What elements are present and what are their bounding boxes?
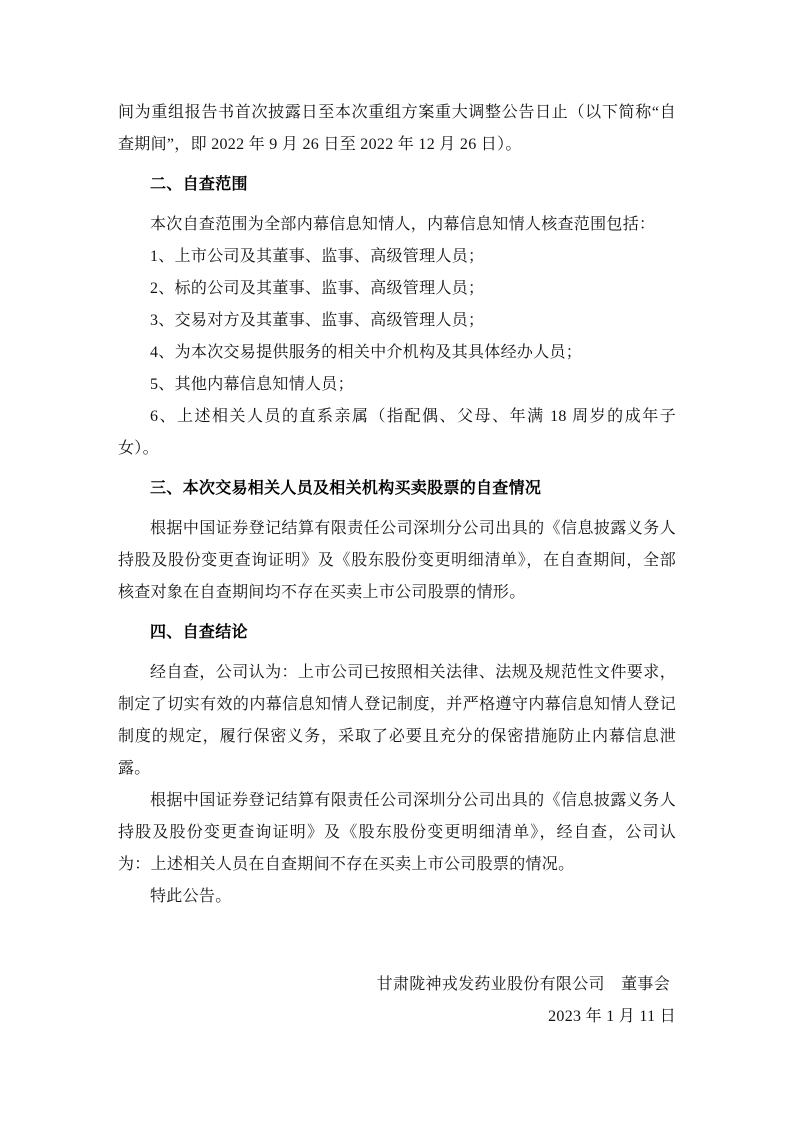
list-item: 2、标的公司及其董事、监事、高级管理人员； xyxy=(150,280,485,297)
signature-company: 甘肃陇神戎发药业股份有限公司 董事会 xyxy=(376,976,670,993)
list-item: 6、上述相关人员的直系亲属（指配偶、父母、年满 18 周岁的成年子女）。 xyxy=(118,408,676,457)
list-item: 1、上市公司及其董事、监事、高级管理人员； xyxy=(150,248,485,265)
closing-line: 特此公告。 xyxy=(150,888,232,905)
section-heading-trading-check: 三、本次交易相关人员及相关机构买卖股票的自查情况 xyxy=(150,480,542,497)
signature-block xyxy=(118,969,676,1033)
conclusion-paragraph-2: 根据中国证券登记结算有限责任公司深圳分公司出具的《信息披露义务人持股及股份变更查询证明》及《股东股份变更明细清单》，经自查，公司认为：上述相关人员在自查期间不存在买卖上市公司股票的情况。 xyxy=(118,792,676,873)
conclusion-paragraph-1: 经自查，公司认为：上市公司已按照相关法律、法规及规范性文件要求，制定了切实有效的内幕信息知情人登记制度，并严格遵守内幕信息知情人登记制度的规定，履行保密义务，采取了必要且充分的保密措施防止内幕信息泄露。 xyxy=(118,664,676,777)
continuation-paragraph: 间为重组报告书首次披露日至本次重组方案重大调整公告日止（以下简称“自查期间”，即 2022 年 9 月 26 日至 2022 年 12 月 26 日）。 xyxy=(118,104,676,153)
list-item: 3、交易对方及其董事、监事、高级管理人员； xyxy=(150,312,485,329)
trading-check-paragraph: 根据中国证券登记结算有限责任公司深圳分公司出具的《信息披露义务人持股及股份变更查询证明》及《股东股份变更明细清单》，在自查期间，全部核查对象在自查期间均不存在买卖上市公司股票的情形。 xyxy=(118,520,676,601)
document-content xyxy=(118,97,676,1033)
list-item: 5、其他内幕信息知情人员； xyxy=(150,376,354,393)
section-heading-scope: 二、自查范围 xyxy=(150,176,248,193)
signature-date: 2023 年 1 月 11 日 xyxy=(548,1008,676,1025)
scope-intro-paragraph: 本次自查范围为全部内幕信息知情人，内幕信息知情人核查范围包括： xyxy=(150,216,656,233)
section-heading-conclusion: 四、自查结论 xyxy=(150,624,248,641)
list-item: 4、为本次交易提供服务的相关中介机构及其具体经办人员； xyxy=(150,344,583,361)
